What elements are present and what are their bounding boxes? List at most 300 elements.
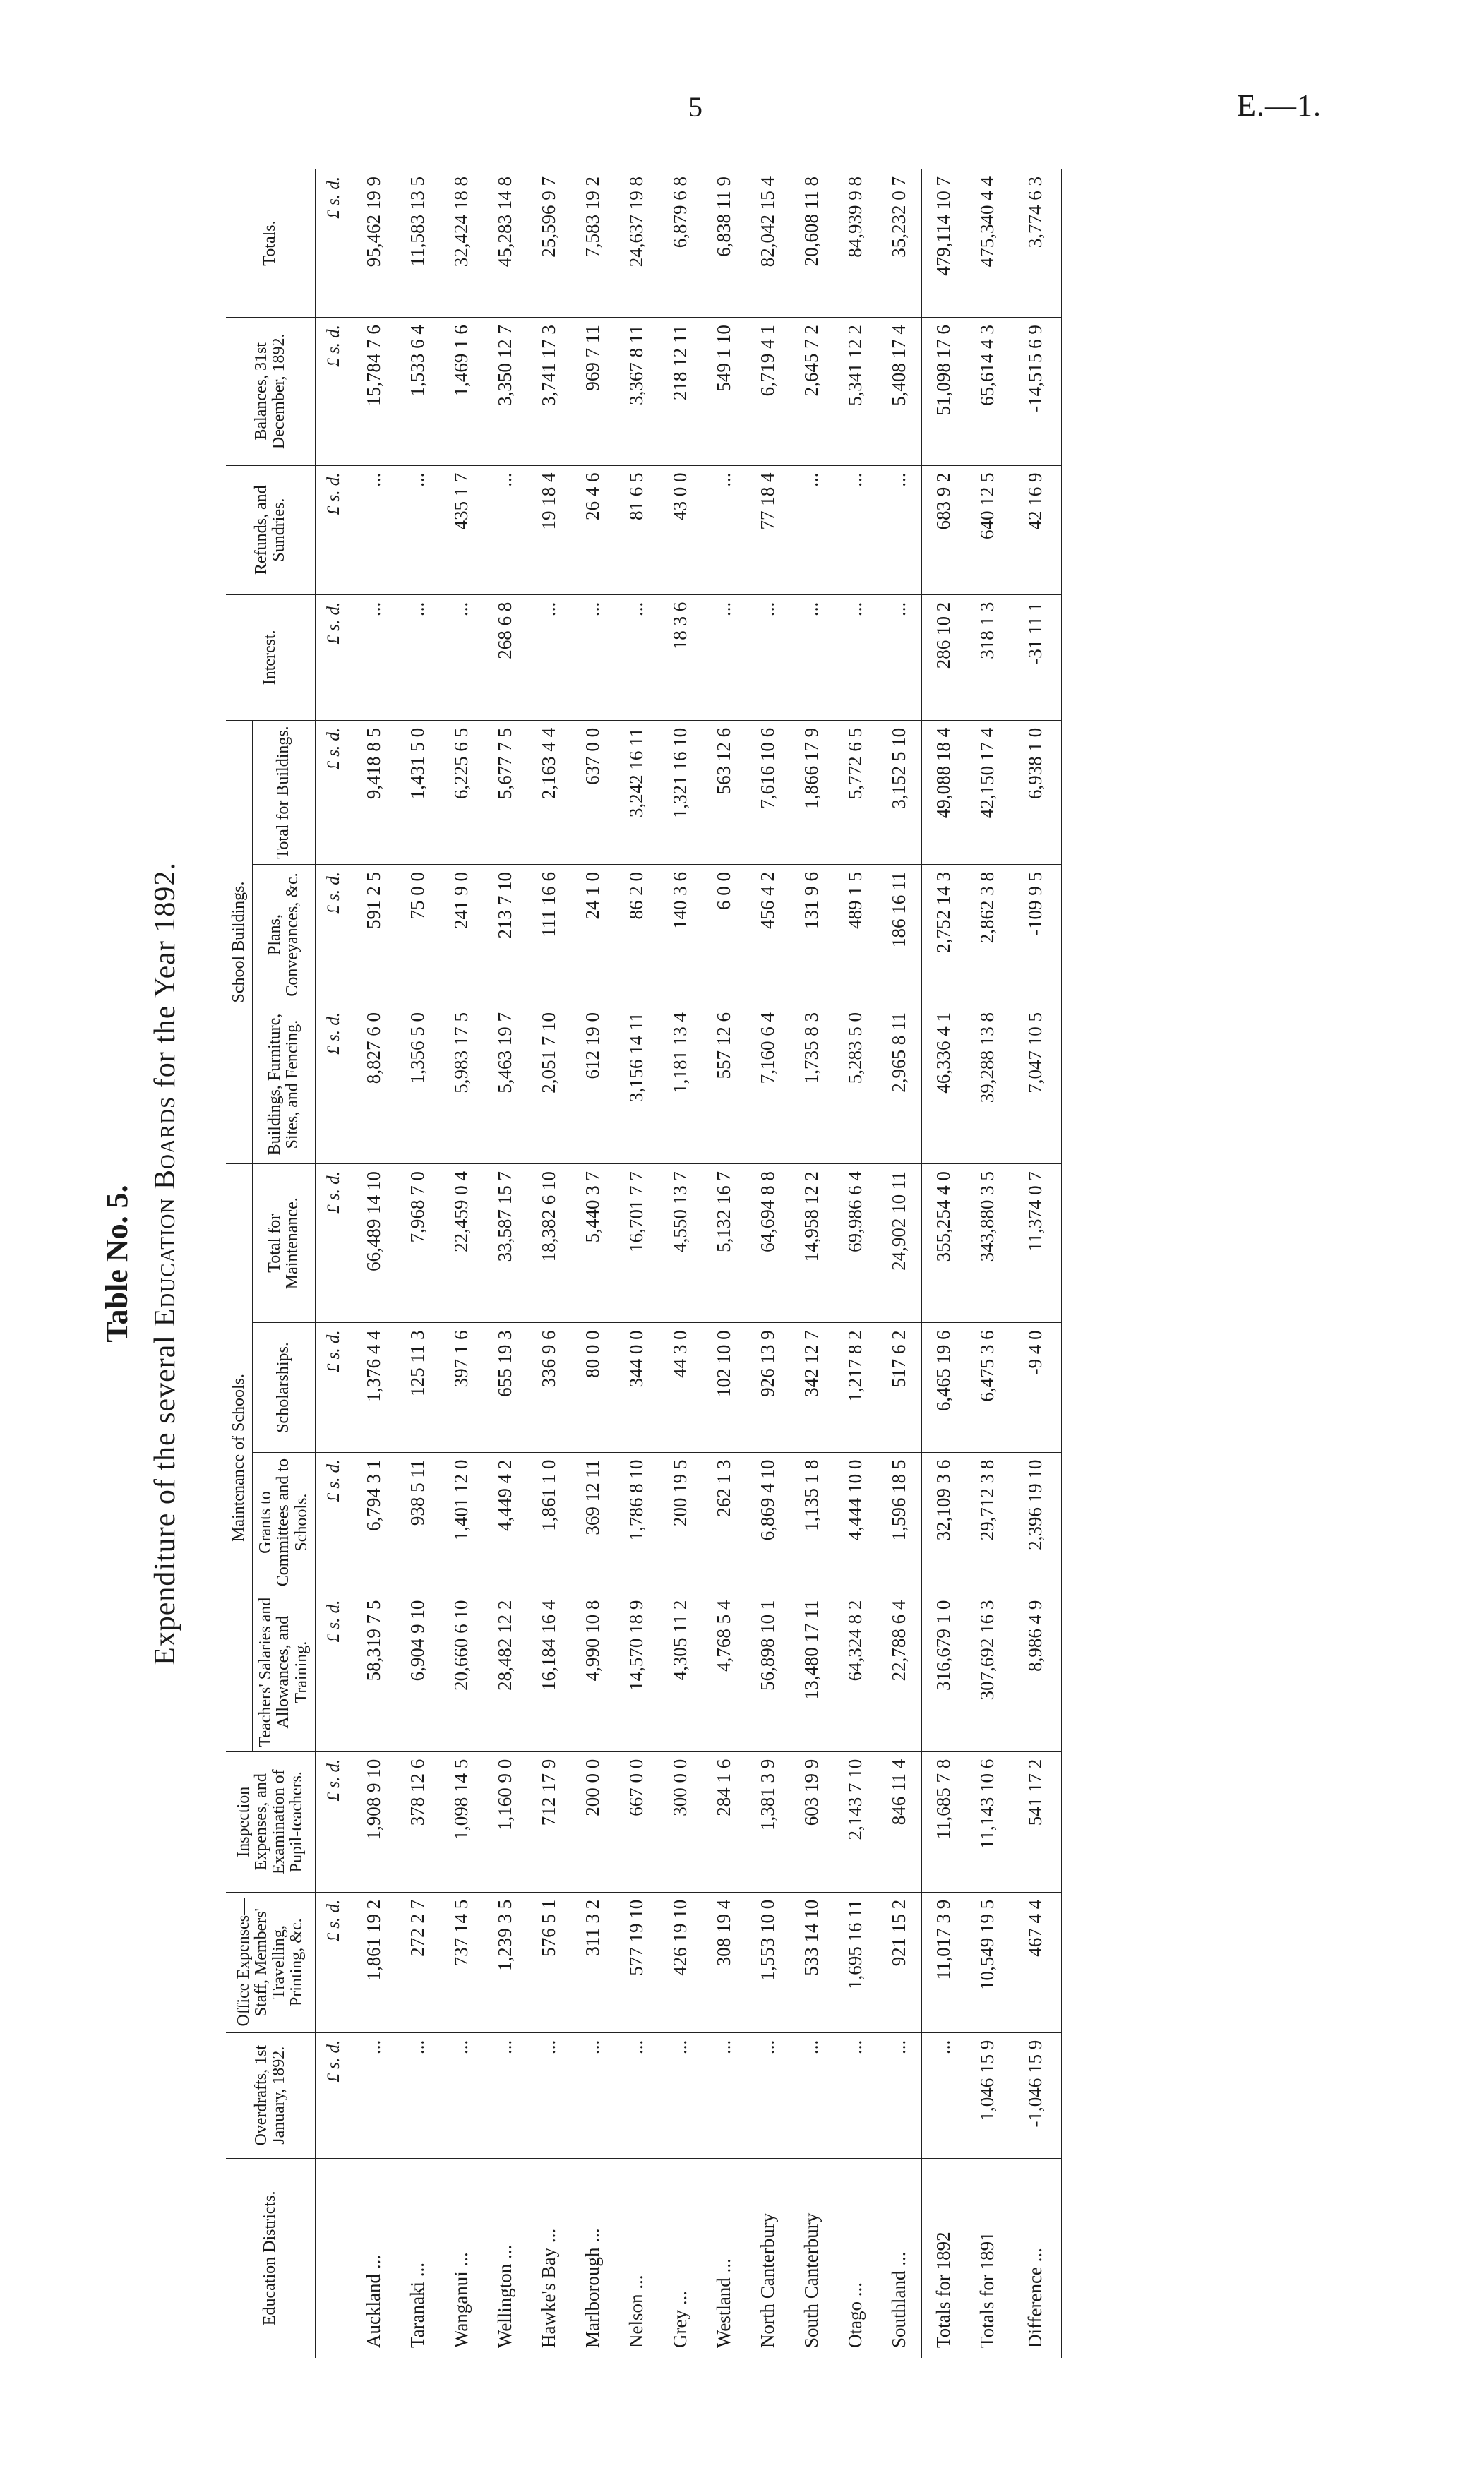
cell-buildings: 1,181 13 4 bbox=[659, 1005, 702, 1164]
units-cell: £ s. d. bbox=[315, 169, 352, 318]
units-cell: £ s. d. bbox=[315, 1323, 352, 1452]
header-buildings: Buildings, Furniture, Sites, and Fencing. bbox=[253, 1005, 316, 1164]
row-district bbox=[790, 2158, 834, 2358]
cell-refunds: 81 6 5 bbox=[615, 465, 659, 594]
table-row bbox=[527, 169, 571, 2358]
cell-refunds: 435 1 7 bbox=[440, 465, 484, 594]
cell-total-buildings: 3,152 5 10 bbox=[878, 720, 922, 864]
district-rows bbox=[352, 169, 922, 2358]
cell-totals: 479,114 10 7 bbox=[921, 169, 966, 318]
cell-totals: 25,596 9 7 bbox=[527, 169, 571, 318]
cell-totals: 95,462 19 9 bbox=[352, 169, 396, 318]
cell-interest: ... bbox=[746, 594, 790, 720]
cell-overdrafts: ... bbox=[878, 2032, 922, 2158]
cell-teachers: 4,990 10 8 bbox=[571, 1593, 615, 1751]
cell-total-buildings: 637 0 0 bbox=[571, 720, 615, 864]
cell-plans: 131 9 6 bbox=[790, 865, 834, 1005]
cell-overdrafts: 1,046 15 9 bbox=[966, 2032, 1010, 2158]
cell-refunds: ... bbox=[352, 465, 396, 594]
cell-total-buildings: 3,242 16 11 bbox=[615, 720, 659, 864]
cell-grants: 938 5 11 bbox=[396, 1452, 440, 1593]
cell-overdrafts: ... bbox=[396, 2032, 440, 2158]
cell-balances: 1,533 6 4 bbox=[396, 318, 440, 465]
cell-grants: 262 1 3 bbox=[702, 1452, 746, 1593]
row-district-name: Auckland bbox=[363, 2274, 385, 2348]
row-district-name: Taranaki bbox=[407, 2281, 429, 2348]
row-district bbox=[659, 2158, 702, 2358]
cell-teachers: 14,570 18 9 bbox=[615, 1593, 659, 1751]
cell-overdrafts: ... bbox=[746, 2032, 790, 2158]
header-maintenance-group: Maintenance of Schools. bbox=[226, 1164, 253, 1752]
cell-plans: 140 3 6 bbox=[659, 865, 702, 1005]
row-district-name: Westland bbox=[713, 2277, 735, 2348]
cell-balances: 1,469 1 6 bbox=[440, 318, 484, 465]
cell-balances: -14,515 6 9 bbox=[1010, 318, 1061, 465]
units-cell: £ s. d. bbox=[315, 2032, 352, 2158]
cell-totals: 6,838 11 9 bbox=[702, 169, 746, 318]
cell-teachers: 6,904 9 10 bbox=[396, 1593, 440, 1751]
table-row bbox=[484, 169, 527, 2358]
cell-buildings: 1,735 8 3 bbox=[790, 1005, 834, 1164]
table-row bbox=[659, 169, 702, 2358]
cell-total-buildings: 1,866 17 9 bbox=[790, 720, 834, 864]
cell-balances: 969 7 11 bbox=[571, 318, 615, 465]
row-district bbox=[834, 2158, 878, 2358]
cell-inspection: 284 1 6 bbox=[702, 1751, 746, 1892]
cell-grants: 6,869 4 10 bbox=[746, 1452, 790, 1593]
cell-total-maintenance: 16,701 7 7 bbox=[615, 1164, 659, 1323]
header-office: Office Expenses—Staff, Members' Travelling, Printing, &c. bbox=[226, 1892, 315, 2032]
cell-totals: 3,774 6 3 bbox=[1010, 169, 1061, 318]
row-leader: ... bbox=[844, 2282, 866, 2297]
cell-total-maintenance: 7,968 7 0 bbox=[396, 1164, 440, 1323]
header-totals: Totals. bbox=[226, 169, 315, 318]
page-code: E.—1. bbox=[1237, 88, 1322, 123]
cell-grants: 2,396 19 10 bbox=[1010, 1452, 1061, 1593]
cell-total-maintenance: 14,958 12 2 bbox=[790, 1164, 834, 1323]
cell-buildings: 7,047 10 5 bbox=[1010, 1005, 1061, 1164]
cell-office: 467 4 4 bbox=[1010, 1892, 1061, 2032]
cell-scholarships: 344 0 0 bbox=[615, 1323, 659, 1452]
row-district bbox=[396, 2158, 440, 2358]
cell-plans: 111 16 6 bbox=[527, 865, 571, 1005]
row-district-name: South Canterbury bbox=[801, 2212, 822, 2348]
cell-buildings: 3,156 14 11 bbox=[615, 1005, 659, 1164]
cell-interest: ... bbox=[571, 594, 615, 720]
table-caption bbox=[148, 169, 182, 2358]
cell-grants: 1,401 12 0 bbox=[440, 1452, 484, 1593]
cell-scholarships: 80 0 0 bbox=[571, 1323, 615, 1452]
cell-total-maintenance: 11,374 0 7 bbox=[1010, 1164, 1061, 1323]
cell-interest: 286 10 2 bbox=[921, 594, 966, 720]
cell-scholarships: 336 9 6 bbox=[527, 1323, 571, 1452]
cell-scholarships: 342 12 7 bbox=[790, 1323, 834, 1452]
cell-overdrafts: ... bbox=[527, 2032, 571, 2158]
cell-total-maintenance: 5,132 16 7 bbox=[702, 1164, 746, 1323]
cell-interest: 268 6 8 bbox=[484, 594, 527, 720]
row-leader: ... bbox=[538, 2228, 560, 2244]
cell-office: 1,861 19 2 bbox=[352, 1892, 396, 2032]
units-cell: £ s. d. bbox=[315, 318, 352, 465]
cell-total-buildings: 49,088 18 4 bbox=[921, 720, 966, 864]
cell-totals: 475,340 4 4 bbox=[966, 169, 1010, 318]
units-cell: £ s. d. bbox=[315, 720, 352, 864]
row-district bbox=[615, 2158, 659, 2358]
row-leader: ... bbox=[1024, 2248, 1046, 2263]
header-teachers: Teachers' Salaries and Allowances, and Training. bbox=[253, 1593, 316, 1751]
cell-interest: ... bbox=[834, 594, 878, 720]
cell-grants: 4,449 4 2 bbox=[484, 1452, 527, 1593]
cell-totals: 84,939 9 8 bbox=[834, 169, 878, 318]
cell-total-maintenance: 64,694 8 8 bbox=[746, 1164, 790, 1323]
cell-buildings: 612 19 0 bbox=[571, 1005, 615, 1164]
cell-plans: 241 9 0 bbox=[440, 865, 484, 1005]
cell-teachers: 64,324 8 2 bbox=[834, 1593, 878, 1751]
cell-plans: -109 9 5 bbox=[1010, 865, 1061, 1005]
cell-refunds: 43 0 0 bbox=[659, 465, 702, 594]
row-district bbox=[878, 2158, 922, 2358]
row-leader: ... bbox=[494, 2244, 516, 2259]
cell-plans: 456 4 2 bbox=[746, 865, 790, 1005]
totals-1892-row bbox=[921, 169, 966, 2358]
header-total-maintenance: Total for Maintenance. bbox=[253, 1164, 316, 1323]
cell-inspection: 378 12 6 bbox=[396, 1751, 440, 1892]
header-total-buildings: Total for Buildings. bbox=[253, 720, 316, 864]
row-district bbox=[1010, 2158, 1061, 2358]
row-leader: ... bbox=[407, 2262, 429, 2277]
cell-totals: 45,283 14 8 bbox=[484, 169, 527, 318]
expenditure-table bbox=[226, 169, 1062, 2358]
caption-smallcaps: Education Boards bbox=[149, 1096, 181, 1327]
cell-refunds: ... bbox=[396, 465, 440, 594]
cell-teachers: 58,319 7 5 bbox=[352, 1593, 396, 1751]
row-district-name: Wanganui bbox=[450, 2271, 472, 2348]
cell-buildings: 8,827 6 0 bbox=[352, 1005, 396, 1164]
cell-overdrafts: ... bbox=[440, 2032, 484, 2158]
cell-buildings: 1,356 5 0 bbox=[396, 1005, 440, 1164]
cell-scholarships: 517 6 2 bbox=[878, 1323, 922, 1452]
cell-overdrafts: ... bbox=[659, 2032, 702, 2158]
row-district-name: Difference bbox=[1024, 2267, 1046, 2348]
cell-plans: 186 16 11 bbox=[878, 865, 922, 1005]
row-district-name: Otago bbox=[844, 2301, 866, 2348]
difference-row bbox=[1010, 169, 1061, 2358]
cell-office: 426 19 10 bbox=[659, 1892, 702, 2032]
cell-total-buildings: 5,772 6 5 bbox=[834, 720, 878, 864]
cell-grants: 200 19 5 bbox=[659, 1452, 702, 1593]
cell-grants: 369 12 11 bbox=[571, 1452, 615, 1593]
cell-refunds: ... bbox=[790, 465, 834, 594]
cell-refunds: ... bbox=[878, 465, 922, 594]
header-districts: Education Districts. bbox=[226, 2158, 315, 2358]
row-district-name: Southland bbox=[888, 2270, 910, 2348]
cell-plans: 2,752 14 3 bbox=[921, 865, 966, 1005]
cell-interest: -31 11 1 bbox=[1010, 594, 1061, 720]
cell-scholarships: 397 1 6 bbox=[440, 1323, 484, 1452]
units-cell: £ s. d. bbox=[315, 1593, 352, 1751]
cell-total-maintenance: 24,902 10 11 bbox=[878, 1164, 922, 1323]
cell-grants: 4,444 10 0 bbox=[834, 1452, 878, 1593]
units-cell: £ s. d. bbox=[315, 1751, 352, 1892]
units-cell: £ s. d. bbox=[315, 1164, 352, 1323]
cell-inspection: 11,143 10 6 bbox=[966, 1751, 1010, 1892]
header-buildings-group: School Buildings. bbox=[226, 720, 253, 1163]
cell-office: 533 14 10 bbox=[790, 1892, 834, 2032]
row-district-name: Wellington bbox=[494, 2263, 516, 2348]
cell-grants: 6,794 3 1 bbox=[352, 1452, 396, 1593]
cell-totals: 11,583 13 5 bbox=[396, 169, 440, 318]
cell-overdrafts: -1,046 15 9 bbox=[1010, 2032, 1061, 2158]
cell-interest: ... bbox=[790, 594, 834, 720]
cell-balances: 65,614 4 3 bbox=[966, 318, 1010, 465]
row-district-name: Nelson bbox=[626, 2294, 647, 2348]
cell-scholarships: -9 4 0 bbox=[1010, 1323, 1061, 1452]
cell-total-maintenance: 22,459 0 4 bbox=[440, 1164, 484, 1323]
cell-refunds: 19 18 4 bbox=[527, 465, 571, 594]
row-leader: ... bbox=[363, 2255, 385, 2270]
cell-overdrafts: ... bbox=[921, 2032, 966, 2158]
cell-grants: 1,596 18 5 bbox=[878, 1452, 922, 1593]
cell-buildings: 5,463 19 7 bbox=[484, 1005, 527, 1164]
header-plans: Plans, Conveyances, &c. bbox=[253, 865, 316, 1005]
cell-plans: 6 0 0 bbox=[702, 865, 746, 1005]
cell-plans: 213 7 10 bbox=[484, 865, 527, 1005]
cell-total-maintenance: 66,489 14 10 bbox=[352, 1164, 396, 1323]
cell-refunds: 26 4 6 bbox=[571, 465, 615, 594]
row-district-name: North Canterbury bbox=[757, 2212, 779, 2348]
cell-buildings: 557 12 6 bbox=[702, 1005, 746, 1164]
cell-total-buildings: 6,225 6 5 bbox=[440, 720, 484, 864]
row-district-name: Marlborough bbox=[582, 2247, 604, 2348]
cell-grants: 1,786 8 10 bbox=[615, 1452, 659, 1593]
row-district: Totals for 1892 bbox=[921, 2158, 966, 2358]
cell-interest: ... bbox=[615, 594, 659, 720]
cell-overdrafts: ... bbox=[834, 2032, 878, 2158]
cell-grants: 32,109 3 6 bbox=[921, 1452, 966, 1593]
cell-teachers: 28,482 12 2 bbox=[484, 1593, 527, 1751]
header-refunds: Refunds, and Sundries. bbox=[226, 465, 315, 594]
cell-balances: 3,350 12 7 bbox=[484, 318, 527, 465]
cell-inspection: 1,098 14 5 bbox=[440, 1751, 484, 1892]
cell-office: 1,553 10 0 bbox=[746, 1892, 790, 2032]
cell-plans: 591 2 5 bbox=[352, 865, 396, 1005]
cell-total-buildings: 7,616 10 6 bbox=[746, 720, 790, 864]
cell-teachers: 4,305 11 2 bbox=[659, 1593, 702, 1751]
cell-total-buildings: 5,677 7 5 bbox=[484, 720, 527, 864]
cell-scholarships: 6,465 19 6 bbox=[921, 1323, 966, 1452]
cell-total-maintenance: 343,880 3 5 bbox=[966, 1164, 1010, 1323]
units-cell: £ s. d. bbox=[315, 465, 352, 594]
cell-inspection: 712 17 9 bbox=[527, 1751, 571, 1892]
cell-teachers: 13,480 17 11 bbox=[790, 1593, 834, 1751]
cell-teachers: 56,898 10 1 bbox=[746, 1593, 790, 1751]
cell-total-maintenance: 5,440 3 7 bbox=[571, 1164, 615, 1323]
cell-inspection: 1,160 9 0 bbox=[484, 1751, 527, 1892]
cell-plans: 86 2 0 bbox=[615, 865, 659, 1005]
cell-office: 576 5 1 bbox=[527, 1892, 571, 2032]
cell-scholarships: 926 13 9 bbox=[746, 1323, 790, 1452]
cell-plans: 75 0 0 bbox=[396, 865, 440, 1005]
cell-buildings: 5,983 17 5 bbox=[440, 1005, 484, 1164]
cell-office: 921 15 2 bbox=[878, 1892, 922, 2032]
row-district-name: Hawke's Bay bbox=[538, 2247, 560, 2348]
cell-scholarships: 44 3 0 bbox=[659, 1323, 702, 1452]
table-row bbox=[878, 169, 922, 2358]
table-row bbox=[615, 169, 659, 2358]
cell-totals: 35,232 0 7 bbox=[878, 169, 922, 318]
cell-inspection: 846 11 4 bbox=[878, 1751, 922, 1892]
cell-office: 311 3 2 bbox=[571, 1892, 615, 2032]
cell-balances: 549 1 10 bbox=[702, 318, 746, 465]
table-row bbox=[790, 169, 834, 2358]
cell-overdrafts: ... bbox=[615, 2032, 659, 2158]
cell-teachers: 8,986 4 9 bbox=[1010, 1593, 1061, 1751]
cell-interest: ... bbox=[396, 594, 440, 720]
cell-overdrafts: ... bbox=[571, 2032, 615, 2158]
cell-refunds: ... bbox=[484, 465, 527, 594]
units-cell: £ s. d. bbox=[315, 1005, 352, 1164]
cell-scholarships: 6,475 3 6 bbox=[966, 1323, 1010, 1452]
cell-balances: 6,719 4 1 bbox=[746, 318, 790, 465]
cell-total-buildings: 2,163 4 4 bbox=[527, 720, 571, 864]
row-district bbox=[440, 2158, 484, 2358]
row-district bbox=[527, 2158, 571, 2358]
cell-office: 308 19 4 bbox=[702, 1892, 746, 2032]
cell-scholarships: 102 10 0 bbox=[702, 1323, 746, 1452]
cell-scholarships: 125 11 3 bbox=[396, 1323, 440, 1452]
row-district bbox=[352, 2158, 396, 2358]
row-district: Totals for 1891 bbox=[976, 2232, 998, 2348]
cell-total-buildings: 563 12 6 bbox=[702, 720, 746, 864]
summary-rows bbox=[921, 169, 1061, 2358]
cell-inspection: 300 0 0 bbox=[659, 1751, 702, 1892]
row-leader: ... bbox=[582, 2228, 604, 2243]
cell-balances: 2,645 7 2 bbox=[790, 318, 834, 465]
cell-office: 737 14 5 bbox=[440, 1892, 484, 2032]
header-inspection: Inspection Expenses, and Examination of Pupil-teachers. bbox=[226, 1751, 315, 1892]
header-row-groups bbox=[226, 169, 253, 2358]
cell-grants: 29,712 3 8 bbox=[966, 1452, 1010, 1593]
cell-overdrafts: ... bbox=[352, 2032, 396, 2158]
caption-suffix: for the Year 1892. bbox=[149, 862, 181, 1089]
cell-total-maintenance: 69,986 6 4 bbox=[834, 1164, 878, 1323]
row-leader: ... bbox=[626, 2275, 647, 2289]
table-label: Table No. 5. bbox=[100, 1185, 134, 1343]
cell-buildings: 39,288 13 8 bbox=[966, 1005, 1010, 1164]
cell-overdrafts: ... bbox=[702, 2032, 746, 2158]
caption-prefix: Expenditure of the several bbox=[149, 1334, 181, 1665]
page-number: 5 bbox=[688, 91, 702, 123]
rotated-table-block bbox=[99, 169, 1341, 2358]
cell-buildings: 5,283 5 0 bbox=[834, 1005, 878, 1164]
cell-interest: 318 1 3 bbox=[966, 594, 1010, 720]
cell-interest: ... bbox=[702, 594, 746, 720]
table-row bbox=[746, 169, 790, 2358]
cell-balances: 51,098 17 6 bbox=[921, 318, 966, 465]
cell-inspection: 200 0 0 bbox=[571, 1751, 615, 1892]
cell-balances: 15,784 7 6 bbox=[352, 318, 396, 465]
cell-total-maintenance: 18,382 6 10 bbox=[527, 1164, 571, 1323]
cell-overdrafts: ... bbox=[790, 2032, 834, 2158]
cell-total-buildings: 1,321 16 10 bbox=[659, 720, 702, 864]
cell-plans: 489 1 5 bbox=[834, 865, 878, 1005]
cell-overdrafts: ... bbox=[484, 2032, 527, 2158]
cell-teachers: 22,788 6 4 bbox=[878, 1593, 922, 1751]
cell-total-maintenance: 4,550 13 7 bbox=[659, 1164, 702, 1323]
units-cell: £ s. d. bbox=[315, 594, 352, 720]
cell-office: 577 19 10 bbox=[615, 1892, 659, 2032]
cell-balances: 3,367 8 11 bbox=[615, 318, 659, 465]
cell-office: 272 2 7 bbox=[396, 1892, 440, 2032]
cell-total-buildings: 1,431 5 0 bbox=[396, 720, 440, 864]
units-row bbox=[315, 169, 352, 2358]
cell-total-maintenance: 33,587 15 7 bbox=[484, 1164, 527, 1323]
cell-total-buildings: 9,418 8 5 bbox=[352, 720, 396, 864]
cell-office: 11,017 3 9 bbox=[921, 1892, 966, 2032]
cell-grants: 1,861 1 0 bbox=[527, 1452, 571, 1593]
units-cell: £ s. d. bbox=[315, 1892, 352, 2032]
cell-office: 1,239 3 5 bbox=[484, 1892, 527, 2032]
row-leader: ... bbox=[669, 2291, 691, 2306]
row-district-name: Grey bbox=[669, 2310, 691, 2348]
cell-balances: 3,741 17 3 bbox=[527, 318, 571, 465]
cell-plans: 24 1 0 bbox=[571, 865, 615, 1005]
cell-interest: ... bbox=[440, 594, 484, 720]
cell-inspection: 2,143 7 10 bbox=[834, 1751, 878, 1892]
cell-teachers: 316,679 1 0 bbox=[921, 1593, 966, 1751]
header-grants: Grants to Committees and to Schools. bbox=[253, 1452, 316, 1593]
cell-total-buildings: 42,150 17 4 bbox=[966, 720, 1010, 864]
header-interest: Interest. bbox=[226, 594, 315, 720]
row-district bbox=[571, 2158, 615, 2358]
row-district bbox=[746, 2158, 790, 2358]
cell-balances: 5,408 17 4 bbox=[878, 318, 922, 465]
cell-interest: ... bbox=[878, 594, 922, 720]
row-district bbox=[702, 2158, 746, 2358]
cell-inspection: 541 17 2 bbox=[1010, 1751, 1061, 1892]
cell-inspection: 603 19 9 bbox=[790, 1751, 834, 1892]
table-row bbox=[440, 169, 484, 2358]
cell-inspection: 1,908 9 10 bbox=[352, 1751, 396, 1892]
cell-plans: 2,862 3 8 bbox=[966, 865, 1010, 1005]
cell-teachers: 4,768 5 4 bbox=[702, 1593, 746, 1751]
header-balances: Balances, 31st December, 1892. bbox=[226, 318, 315, 465]
cell-scholarships: 1,376 4 4 bbox=[352, 1323, 396, 1452]
cell-totals: 32,424 18 8 bbox=[440, 169, 484, 318]
cell-balances: 5,341 12 2 bbox=[834, 318, 878, 465]
cell-teachers: 16,184 16 4 bbox=[527, 1593, 571, 1751]
cell-interest: ... bbox=[527, 594, 571, 720]
cell-refunds: ... bbox=[834, 465, 878, 594]
cell-refunds: ... bbox=[702, 465, 746, 594]
table-row bbox=[396, 169, 440, 2358]
cell-buildings: 7,160 6 4 bbox=[746, 1005, 790, 1164]
table-row bbox=[571, 169, 615, 2358]
row-leader: ... bbox=[450, 2252, 472, 2267]
table-row bbox=[352, 169, 396, 2358]
table-row bbox=[702, 169, 746, 2358]
units-cell: £ s. d. bbox=[315, 865, 352, 1005]
cell-totals: 24,637 19 8 bbox=[615, 169, 659, 318]
header-overdrafts: Overdrafts, 1st January, 1892. bbox=[226, 2032, 315, 2158]
cell-interest: 18 3 6 bbox=[659, 594, 702, 720]
cell-totals: 82,042 15 4 bbox=[746, 169, 790, 318]
cell-refunds: 683 9 2 bbox=[921, 465, 966, 594]
cell-inspection: 11,685 7 8 bbox=[921, 1751, 966, 1892]
cell-refunds: 640 12 5 bbox=[966, 465, 1010, 594]
cell-totals: 20,608 11 8 bbox=[790, 169, 834, 318]
cell-totals: 7,583 19 2 bbox=[571, 169, 615, 318]
